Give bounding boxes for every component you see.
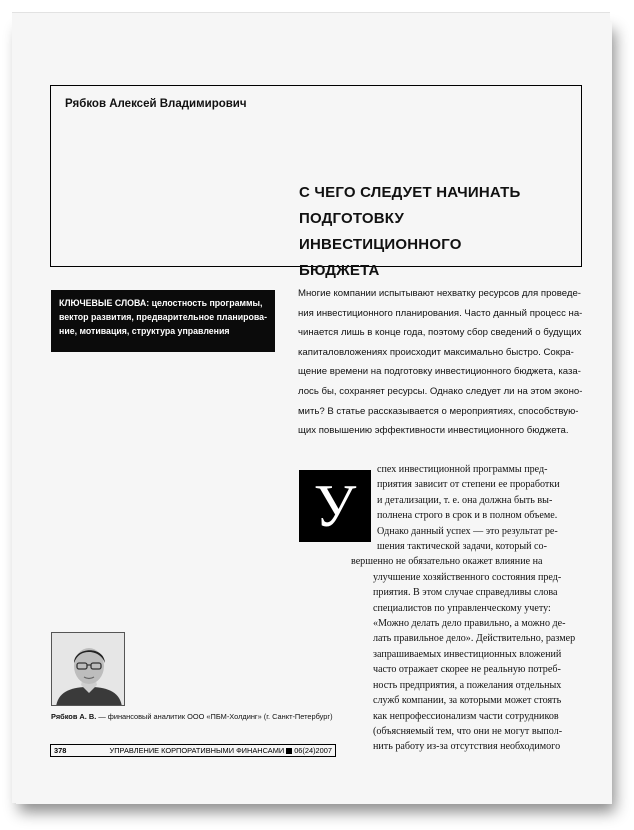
keywords-line: ние, мотивация, структура управления [59,326,230,336]
headline-line: ПОДГОТОВКУ ИНВЕСТИЦИОННОГО [299,210,462,253]
abstract-line: чинается лишь в конце года, поэтому сбор сведений о будущих [298,327,582,339]
abstract-line: мить? В статье рассказывается о мероприятиях, способствую- [298,405,579,417]
title-box [50,85,582,279]
body-line: (объясняемый тем, что они не могут выпол- [373,725,563,737]
headline-line: БЮДЖЕТА [299,262,380,279]
body-line: специалистов по управленческому учету: [373,602,551,614]
photo-caption [51,712,351,721]
body-line: запрашиваемых инвестиционных вложений [373,648,562,660]
body-line: шения тактической задачи, который со- [377,541,547,553]
author-name-top: Рябков Алексей Владимирович [65,98,247,110]
body-line: как непрофессионализм части сотрудников [373,710,559,722]
keywords-box [51,290,275,352]
abstract-line: капиталовложениях происходит максимально быстро. Сокра- [298,346,574,358]
body-line: «Можно делать дело правильно, а можно де- [373,618,566,630]
body-line: вершенно не обязательно окажет влияние на [351,556,543,568]
body-line: нить работу из-за отсутствия необходимого [373,741,561,753]
keywords-line: вектор развития, предварительное планирова- [59,312,267,322]
abstract-line: ния инвестиционного планирования. Часто данный процесс на- [298,307,583,319]
body-line: и детализации, т. е. она должна быть вы- [377,494,553,506]
abstract [298,284,584,441]
body-line: лать правильное дело». Действительно, размер [373,633,576,645]
page-number: 378 [54,746,67,755]
square-separator-icon [286,748,292,754]
body-line: Однако данный успех — это результат ре- [377,525,558,537]
abstract-line: щение времени на подготовку инвестиционного бюджета, каза- [298,366,581,378]
caption-name: Рябков А. В. [51,712,97,721]
journal-name: УПРАВЛЕНИЕ КОРПОРАТИВНЫМИ ФИНАНСАМИ [109,746,285,755]
abstract-line: Многие компании испытывают нехватку ресурсов для проведе- [298,288,581,299]
page-footer [50,744,336,757]
body-line: полнена строго в срок и в полном объеме. [377,510,558,522]
body-line: часто отражает скорее не реальную потреб- [373,664,561,676]
abstract-line: щих повышению эффективности инвестиционного бюджета. [298,425,569,437]
body-line: приятия. В этом случае справедливы слова [373,587,558,599]
author-photo [51,632,125,706]
body-line: улучшение хозяйственного состояния пред- [373,571,562,583]
journal-info [110,746,332,755]
body-line: приятия зависит от степени ее проработки [377,479,560,491]
abstract-line: лось бы, сохраняет ресурсы. Однако следует ли на этом эконо- [298,385,583,397]
issue-number: 06(24)2007 [294,746,332,755]
body-line: спех инвестиционной программы пред- [377,464,548,475]
body-line: ность предприятия, а пожелания отдельных [373,679,562,691]
headline-line: С ЧЕГО СЛЕДУЕТ НАЧИНАТЬ [299,184,521,201]
body-line: служб компании, за которыми может стоять [373,695,562,707]
headline [299,180,569,284]
keywords-line: КЛЮЧЕВЫЕ СЛОВА: целостность программы, [59,298,263,308]
dropcap-letter: У [299,470,371,542]
caption-text: — финансовый аналитик ООО «ПБМ-Холдинг» (г. Санкт-Петербург) [96,712,333,721]
